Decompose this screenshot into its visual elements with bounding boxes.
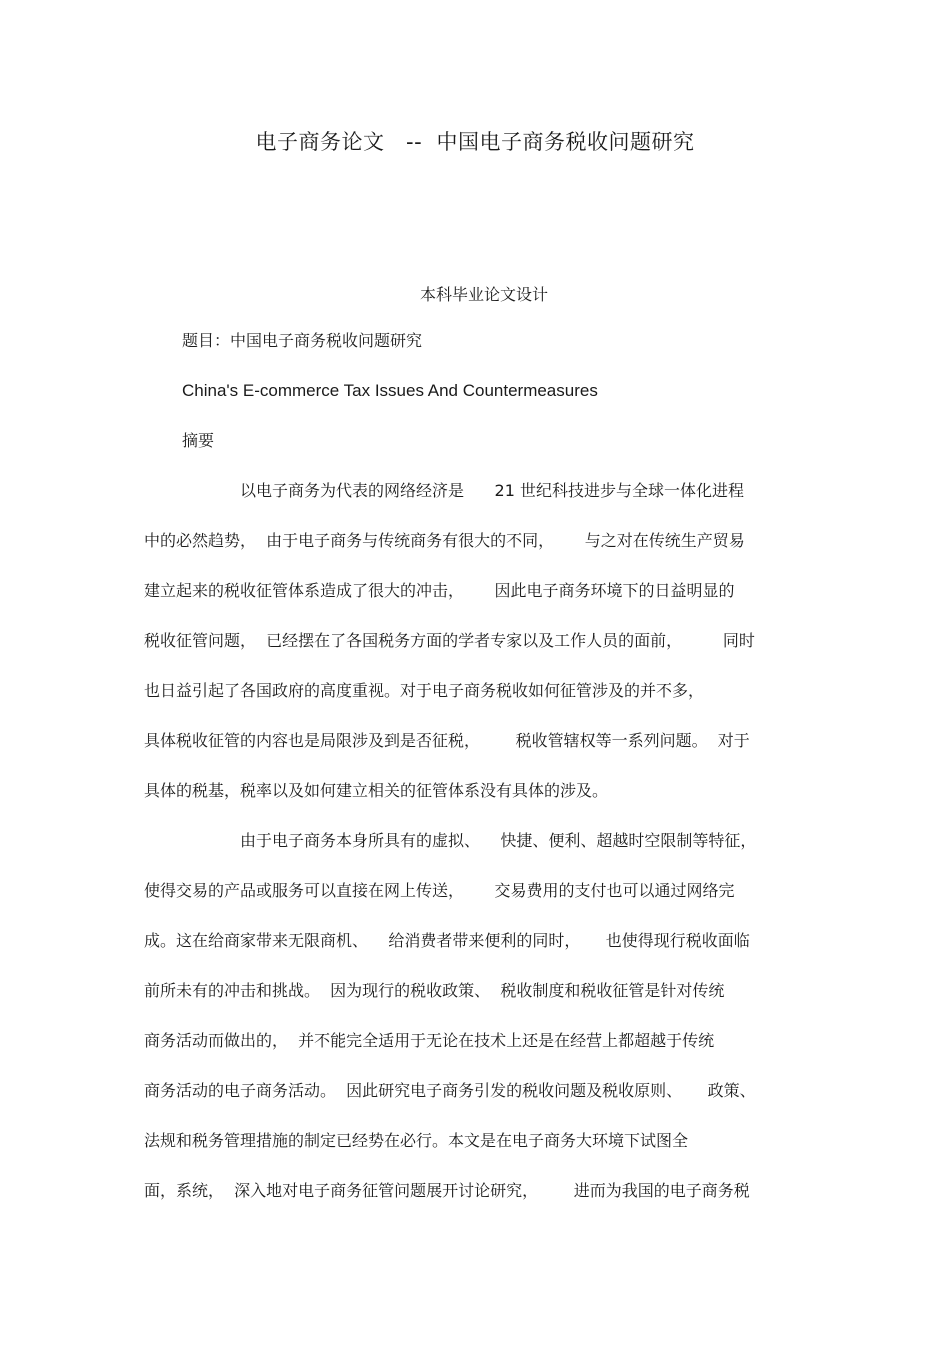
english-title: China's E-commerce Tax Issues And Countermeasures (182, 381, 598, 400)
thesis-subtitle: 本科毕业论文设计 (419, 285, 548, 304)
abstract-heading: 摘要 (182, 431, 215, 450)
document-title: 电子商务论文 -- 中国电子商务税收问题研究 (255, 130, 695, 154)
paragraph-line: 使得交易的产品或服务可以直接在网上传送， 交易费用的支付也可以通过网络完 (144, 881, 735, 900)
topic-line: 题目：中国电子商务税收问题研究 (182, 331, 423, 350)
paragraph-line: 具体税收征管的内容也是局限涉及到是否征税， 税收管辖权等一系列问题。 对于 (144, 731, 750, 750)
paragraph-line: 税收征管问题， 已经摆在了各国税务方面的学者专家以及工作人员的面前， 同时 (144, 631, 755, 650)
paragraph-line: 也日益引起了各国政府的高度重视。对于电子商务税收如何征管涉及的并不多， (144, 681, 705, 700)
paragraph-line: 商务活动的电子商务活动。 因此研究电子商务引发的税收问题及税收原则、 政策、 (144, 1081, 756, 1100)
paragraph-line: 具体的税基，税率以及如何建立相关的征管体系没有具体的涉及。 (144, 781, 609, 800)
paragraph-line: 商务活动而做出的， 并不能完全适用于无论在技术上还是在经营上都超越于传统 (144, 1031, 715, 1050)
paragraph-line: 成。这在给商家带来无限商机、 给消费者带来便利的同时， 也使得现行税收面临 (144, 931, 750, 950)
paragraph-line: 以电子商务为代表的网络经济是 21 世纪科技进步与全球一体化进程 (240, 481, 744, 500)
paragraph-line: 由于电子商务本身所具有的虚拟、 快捷、便利、超越时空限制等特征， (240, 831, 757, 850)
paragraph-line: 面，系统， 深入地对电子商务征管问题展开讨论研究， 进而为我国的电子商务税 (144, 1181, 750, 1200)
paragraph-line: 前所未有的冲击和挑战。 因为现行的税收政策、 税收制度和税收征管是针对传统 (144, 981, 725, 1000)
paragraph-line: 建立起来的税收征管体系造成了很大的冲击， 因此电子商务环境下的日益明显的 (144, 581, 735, 600)
paragraph-line: 法规和税务管理措施的制定已经势在必行。本文是在电子商务大环境下试图全 (144, 1131, 689, 1150)
paragraph-line: 中的必然趋势， 由于电子商务与传统商务有很大的不同， 与之对在传统生产贸易 (144, 531, 745, 550)
